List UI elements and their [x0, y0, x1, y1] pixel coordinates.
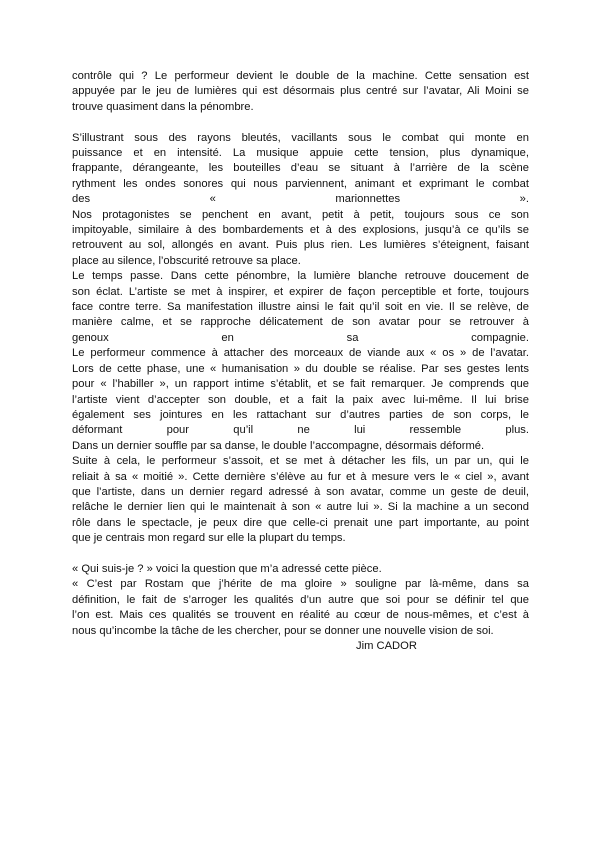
text-line: impitoyable, similaire à des bombardements et à des explosions, jusqu’à ce qu’ils se [72, 224, 529, 237]
paragraph [72, 69, 529, 115]
text-line: « Qui suis-je ? » voici la question que m’a adressé cette pièce. [72, 562, 382, 575]
paragraph [72, 131, 529, 547]
text-line: son éclat. L’artiste se met à inspirer, et expirer de façon perceptible et forte, toujours [72, 285, 529, 298]
text-line: déformant pour qu’il ne lui ressemble plus. [72, 424, 529, 437]
document-body [72, 69, 529, 639]
text-line: Le temps passe. Dans cette pénombre, la lumière blanche retrouve doucement de [72, 270, 529, 283]
text-line: appuyée par le jeu de lumières qui est désormais plus centré sur l’avatar, Ali Moini se [72, 85, 529, 98]
text-line: S’illustrant sous des rayons bleutés, vacillants sous le combat qui monte en [72, 131, 529, 144]
text-line: pour « l’habiller », un rapport intime s’établit, et se fait remarquer. Je comprends que [72, 378, 529, 391]
text-line: frappante, dérangeante, les bouteilles d’eau se situant à l’arrière de la scène [72, 162, 529, 175]
author-signature: Jim CADOR [356, 640, 417, 652]
text-line: Suite à cela, le performeur s’assoit, et se met à détacher les fils, un par un, qui le [72, 455, 529, 468]
text-line: l’on est. Mais ces qualités se trouvent en réalité au cœur de nous-mêmes, et c’est à [72, 609, 529, 622]
text-line: également ses jointures en les rattachant sur d’autres parties de son corps, le [72, 408, 529, 421]
text-line: manière calme, et se rapproche délicatement de son avatar pour se retrouver à [72, 316, 529, 329]
paragraph-spacer [72, 547, 529, 562]
paragraph [72, 562, 529, 639]
text-line: l’artiste vient d’accepter son double, et a fait la paix avec lui-même. Il lui brise [72, 393, 529, 406]
text-line: rôle dans le spectacle, je peux dire que celle-ci prenait une part importante, au point [72, 516, 529, 529]
text-line: genoux en sa compagnie. [72, 331, 529, 344]
text-line: que l’artiste, dans un dernier regard adressé à son avatar, comme un geste de deuil, [72, 485, 529, 498]
text-line: Dans un dernier souffle par sa danse, le double l’accompagne, désormais déformé. [72, 439, 485, 452]
text-line: Lors de cette phase, une « humanisation » du double se réalise. Par ses gestes lents [72, 362, 529, 375]
text-line: relâche le dernier lien qui le maintenait à son « autre lui ». Si la machine a un second [72, 501, 529, 514]
text-line: rythment les ondes sonores qui nous parviennent, animant et exprimant le combat [72, 177, 529, 190]
text-line: que je centrais mon regard sur elle la plupart du temps. [72, 532, 346, 545]
text-line: nous qu’incombe la tâche de les chercher, pour se donner une nouvelle vision de soi. [72, 624, 494, 637]
text-line: contrôle qui ? Le performeur devient le double de la machine. Cette sensation est [72, 70, 529, 82]
text-line: puissance et en intensité. La musique appuie cette tension, plus dynamique, [72, 147, 529, 160]
text-line: place au silence, l’obscurité retrouve sa place. [72, 254, 301, 267]
text-line: des « marionnettes ». [72, 193, 529, 206]
paragraph-spacer [72, 115, 529, 130]
text-line: reliait à sa « moitié ». Cette dernière s’élève au fur et à mesure vers le « ciel », avant [72, 470, 529, 483]
text-line: « C’est par Rostam que j’hérite de ma gloire » souligne par là-même, dans sa [72, 578, 529, 591]
text-line: face contre terre. Sa manifestation illustre ainsi le fait qu’il soit en vie. Il se relève, de [72, 301, 529, 314]
text-line: Le performeur commence à attacher des morceaux de viande aux « os » de l’avatar. [72, 347, 529, 360]
text-line: retrouvent au sol, allongés en avant. Puis plus rien. Les lumières s’éteignent, faisant [72, 239, 529, 252]
text-line: définition, le fait de s’arroger les qualités d’un autre que soi pour se définir tel que [72, 593, 529, 606]
text-line: Nos protagonistes se penchent en avant, petit à petit, toujours sous ce son [72, 208, 529, 221]
text-line: trouve quasiment dans la pénombre. [72, 100, 254, 113]
